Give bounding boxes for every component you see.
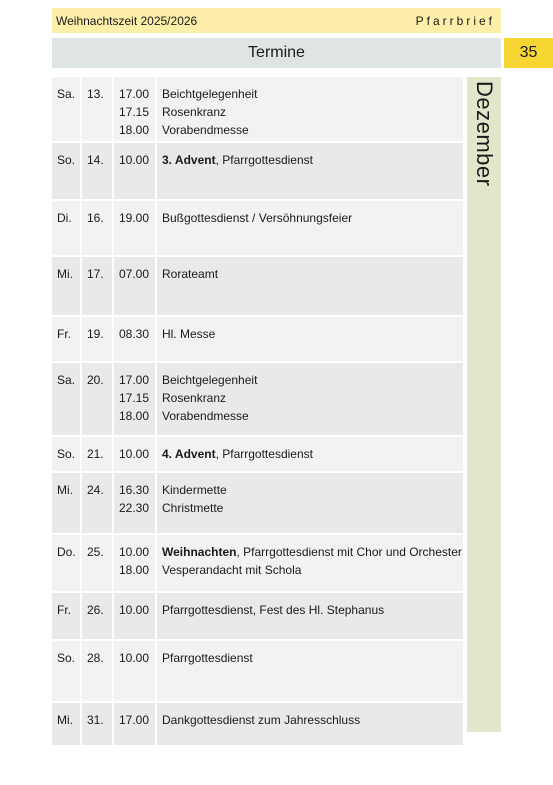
event-times (114, 257, 157, 315)
event-time: 18.00 (119, 409, 150, 423)
event-times (114, 703, 157, 745)
event-date: 28. (82, 641, 114, 701)
event-times (114, 201, 157, 255)
event-time: 10.00 (119, 447, 150, 461)
event-date: 21. (82, 437, 114, 471)
event-day: Mi. (52, 257, 82, 315)
event-text: Bußgottesdienst / Versöhnungsfeier (162, 211, 353, 225)
event-day: Fr. (52, 593, 82, 639)
event-text: Pfarrgottesdienst, Fest des Hl. Stephanus (162, 603, 385, 617)
event-text: Dankgottesdienst zum Jahresschluss (162, 713, 361, 727)
event-day: Sa. (52, 363, 82, 435)
event-time: 17.00 (119, 373, 150, 387)
event-row (52, 257, 463, 315)
event-text: Vesperandacht mit Schola (162, 563, 302, 577)
event-day: So. (52, 143, 82, 199)
event-row (52, 77, 463, 141)
event-time: 17.15 (119, 391, 150, 405)
event-text: Rorateamt (162, 267, 219, 281)
event-day: So. (52, 641, 82, 701)
event-date: 13. (82, 77, 114, 141)
event-description (157, 77, 463, 141)
event-line (162, 209, 463, 227)
event-time: 17.15 (119, 105, 150, 119)
event-date: 24. (82, 473, 114, 533)
event-text: Vorabendmesse (162, 409, 249, 423)
event-times (114, 317, 157, 361)
event-time: 19.00 (119, 211, 150, 225)
event-times (114, 437, 157, 471)
event-line (162, 121, 463, 139)
event-description (157, 473, 463, 533)
event-highlight: Weihnachten (162, 545, 237, 559)
event-day: Do. (52, 535, 82, 591)
event-row (52, 593, 463, 639)
event-times (114, 473, 157, 533)
event-text: Christmette (162, 501, 224, 515)
event-line (162, 371, 463, 389)
event-day: Mi. (52, 473, 82, 533)
event-line (162, 711, 463, 729)
event-times (114, 363, 157, 435)
event-description (157, 201, 463, 255)
event-date: 25. (82, 535, 114, 591)
event-line (162, 407, 463, 425)
event-line (162, 649, 463, 667)
event-text: , Pfarrgottesdienst (215, 153, 313, 167)
event-line (162, 85, 463, 103)
event-text: Beichtgelegenheit (162, 87, 258, 101)
event-date: 19. (82, 317, 114, 361)
event-row (52, 143, 463, 199)
event-text: Beichtgelegenheit (162, 373, 258, 387)
event-line (162, 389, 463, 407)
section-title: Termine (52, 38, 501, 68)
event-row (52, 317, 463, 361)
event-highlight: 4. Advent (162, 447, 216, 461)
event-description (157, 363, 463, 435)
event-date: 26. (82, 593, 114, 639)
event-row (52, 201, 463, 255)
event-row (52, 535, 463, 591)
event-time: 10.00 (119, 153, 150, 167)
event-date: 17. (82, 257, 114, 315)
event-date: 31. (82, 703, 114, 745)
event-text: Pfarrgottesdienst (162, 651, 253, 665)
event-text: Hl. Messe (162, 327, 216, 341)
event-line (162, 481, 463, 499)
event-row (52, 437, 463, 471)
month-sidebar (467, 77, 501, 732)
event-description (157, 593, 463, 639)
event-row (52, 703, 463, 745)
event-text: Rosenkranz (162, 105, 227, 119)
event-text: , Pfarrgottesdienst mit Chor und Orchester (236, 545, 462, 559)
event-description (157, 257, 463, 315)
event-time: 10.00 (119, 651, 150, 665)
event-line (162, 445, 463, 463)
event-line (162, 499, 463, 517)
event-day: So. (52, 437, 82, 471)
event-date: 16. (82, 201, 114, 255)
event-highlight: 3. Advent (162, 153, 216, 167)
event-time: 17.00 (119, 87, 150, 101)
event-text: Kindermette (162, 483, 227, 497)
event-day: Di. (52, 201, 82, 255)
event-day: Sa. (52, 77, 82, 141)
event-line (162, 325, 463, 343)
event-day: Fr. (52, 317, 82, 361)
event-row (52, 473, 463, 533)
event-description (157, 437, 463, 471)
event-description (157, 703, 463, 745)
event-line (162, 601, 463, 619)
event-time: 22.30 (119, 501, 150, 515)
event-date: 20. (82, 363, 114, 435)
page-number: 35 (504, 38, 553, 68)
event-description (157, 317, 463, 361)
event-text: , Pfarrgottesdienst (215, 447, 313, 461)
event-time: 10.00 (119, 545, 150, 559)
event-time: 10.00 (119, 603, 150, 617)
event-line (162, 543, 463, 561)
running-header (52, 8, 501, 33)
event-times (114, 641, 157, 701)
event-description (157, 641, 463, 701)
event-times (114, 535, 157, 591)
event-day: Mi. (52, 703, 82, 745)
event-text: Vorabendmesse (162, 123, 249, 137)
event-time: 17.00 (119, 713, 150, 727)
event-line (162, 103, 463, 121)
event-times (114, 593, 157, 639)
event-time: 16.30 (119, 483, 150, 497)
event-description (157, 535, 463, 591)
event-time: 18.00 (119, 123, 150, 137)
month-label: Dezember (472, 81, 497, 187)
event-time: 08.30 (119, 327, 150, 341)
event-line (162, 561, 463, 579)
event-line (162, 151, 463, 169)
event-date: 14. (82, 143, 114, 199)
event-times (114, 143, 157, 199)
publication-label: Pfarrbrief (415, 13, 495, 28)
event-times (114, 77, 157, 141)
event-line (162, 265, 463, 283)
season-label: Weihnachtszeit 2025/2026 (56, 13, 198, 28)
event-description (157, 143, 463, 199)
event-time: 18.00 (119, 563, 150, 577)
event-text: Rosenkranz (162, 391, 227, 405)
events-table (52, 77, 463, 745)
event-row (52, 363, 463, 435)
event-time: 07.00 (119, 267, 150, 281)
event-row (52, 641, 463, 701)
